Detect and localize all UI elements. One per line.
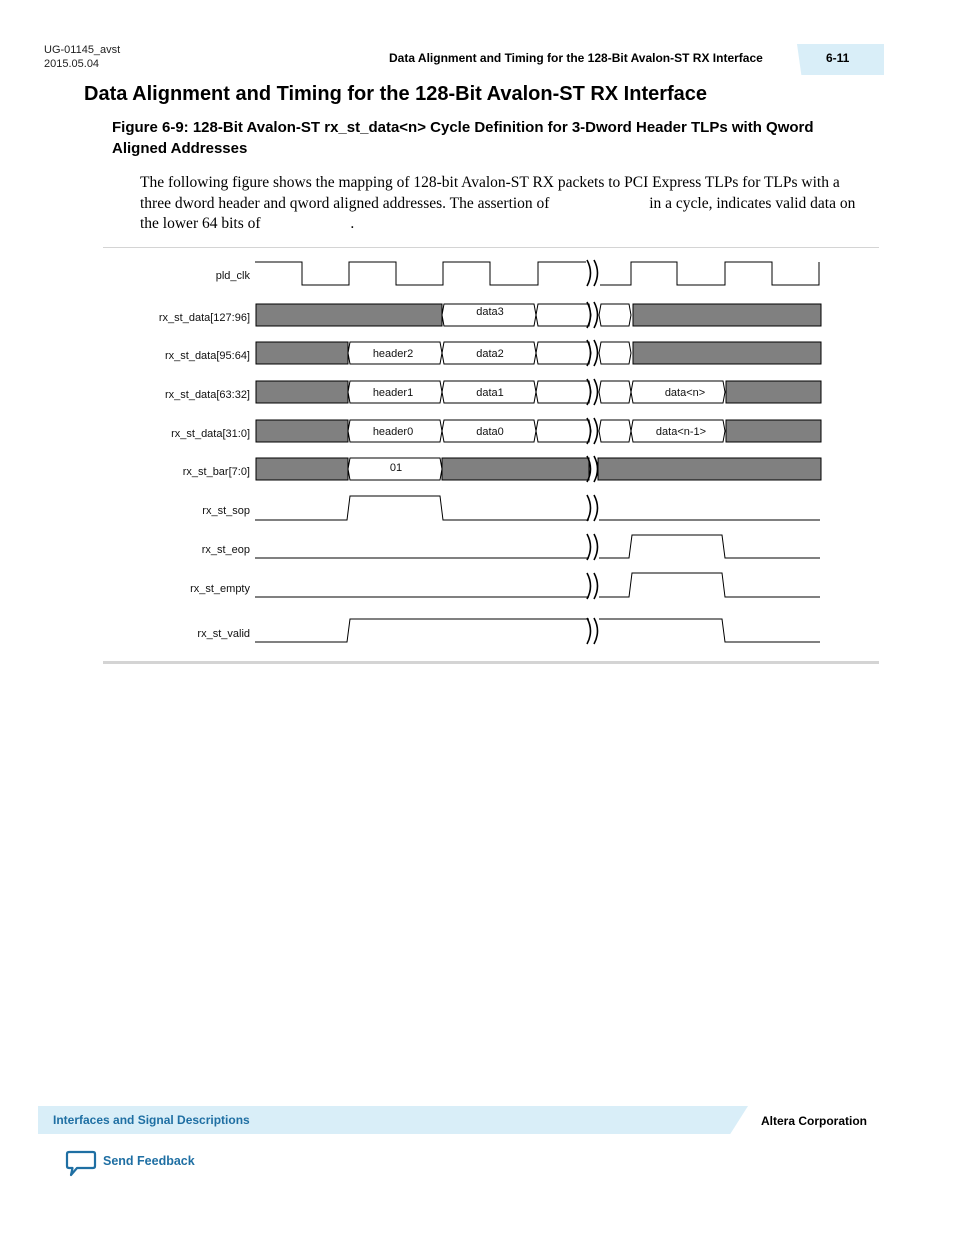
- bus-segment: [536, 420, 591, 442]
- signal-label-rx-st-data-63-32-: rx_st_data[63:32]: [164, 389, 250, 401]
- bus-value-label: header0: [372, 426, 414, 438]
- send-feedback-link[interactable]: Send Feedback: [103, 1154, 195, 1168]
- rx-st-empty-waveform-b: [599, 573, 820, 597]
- undefined-region: [442, 458, 589, 480]
- time-break-mark: [594, 260, 598, 286]
- undefined-region: [726, 381, 821, 403]
- time-break-mark: [594, 340, 598, 366]
- undefined-region: [256, 420, 348, 442]
- signal-label-rx-st-bar-7-0-: rx_st_bar[7:0]: [182, 466, 250, 478]
- bus-segment: [599, 342, 631, 364]
- page-number: 6-11: [826, 51, 850, 65]
- bus-value-label: data3: [476, 306, 504, 318]
- bus-value-label: data<n>: [664, 387, 706, 399]
- undefined-region: [598, 458, 821, 480]
- bus-value-label: data2: [476, 348, 504, 360]
- time-break-mark: [594, 618, 598, 644]
- time-break-mark: [594, 495, 598, 521]
- signal-label-rx-st-sop: rx_st_sop: [202, 505, 250, 517]
- time-break-mark: [594, 573, 598, 599]
- bus-segment: [599, 420, 631, 442]
- pld-clk-waveform-a: [255, 262, 586, 285]
- bus-segment: [599, 304, 631, 326]
- running-header-title: Data Alignment and Timing for the 128-Bit Avalon-ST RX Interface: [389, 51, 763, 65]
- time-break-mark: [594, 418, 598, 444]
- bus-value-label: 01: [389, 462, 403, 474]
- bus-value-label: header2: [372, 348, 414, 360]
- bus-segment: [536, 381, 591, 403]
- undefined-region: [256, 381, 348, 403]
- signal-label-rx-st-data-31-0-: rx_st_data[31:0]: [171, 428, 250, 440]
- body-text-part-3: .: [350, 215, 355, 232]
- figure-caption: Figure 6-9: 128-Bit Avalon-ST rx_st_data<n> Cycle Definition for 3-Dword Header TLPs with Qword Aligned Addresses: [112, 119, 814, 157]
- undefined-region: [256, 458, 348, 480]
- document-date: 2015.05.04: [44, 58, 100, 70]
- time-break-mark: [587, 534, 591, 560]
- signal-label-rx-st-eop: rx_st_eop: [201, 544, 250, 556]
- bus-value-label: data0: [476, 426, 504, 438]
- undefined-region: [633, 342, 821, 364]
- undefined-region: [256, 304, 442, 326]
- time-break-mark: [594, 456, 598, 482]
- body-text-part-2: in a cycle, indicates valid data on the lower 64 bits of: [140, 194, 856, 232]
- time-break-mark: [594, 534, 598, 560]
- rx-st-sop-waveform-a: [255, 496, 589, 520]
- signal-label-rx-st-data-127-96-: rx_st_data[127:96]: [158, 312, 250, 324]
- footer-section-link[interactable]: Interfaces and Signal Descriptions: [53, 1113, 250, 1127]
- document-id: UG-01145_avst: [44, 44, 121, 56]
- undefined-region: [256, 342, 348, 364]
- body-text-part-1: The following figure shows the mapping of 128-bit Avalon-ST RX packets to PCI Express TLPs for TLPs with a three dword header and qword aligned addresses. The assertion of: [140, 174, 840, 212]
- bus-segment: [599, 381, 631, 403]
- time-break-mark: [587, 618, 591, 644]
- feedback-speech-bubble-icon[interactable]: [65, 1150, 97, 1178]
- signal-label-pld-clk: pld_clk: [215, 270, 250, 282]
- footer-company: Altera Corporation: [761, 1114, 868, 1128]
- time-break-mark: [587, 495, 591, 521]
- pld-clk-waveform-b: [600, 262, 819, 285]
- section-title: Data Alignment and Timing for the 128-Bit Avalon-ST RX Interface: [84, 83, 708, 105]
- signal-label-rx-st-empty: rx_st_empty: [190, 583, 250, 595]
- bus-value-label: header1: [372, 387, 414, 399]
- rx-st-eop-waveform-b: [599, 535, 820, 558]
- bus-value-label: data<n-1>: [655, 426, 707, 438]
- time-break-mark: [594, 302, 598, 328]
- time-break-mark: [587, 260, 591, 286]
- signal-label-rx-st-valid: rx_st_valid: [197, 628, 250, 640]
- time-break-mark: [587, 573, 591, 599]
- undefined-region: [726, 420, 821, 442]
- undefined-region: [633, 304, 821, 326]
- rx-st-valid-waveform-b: [599, 619, 820, 642]
- rx-st-valid-waveform-a: [255, 619, 589, 642]
- time-break-mark: [594, 379, 598, 405]
- signal-label-rx-st-data-95-64-: rx_st_data[95:64]: [164, 350, 250, 362]
- figure-bottom-rule: [103, 661, 879, 664]
- bus-segment: [536, 304, 591, 326]
- bus-value-label: data1: [476, 387, 504, 399]
- bus-segment: [536, 342, 591, 364]
